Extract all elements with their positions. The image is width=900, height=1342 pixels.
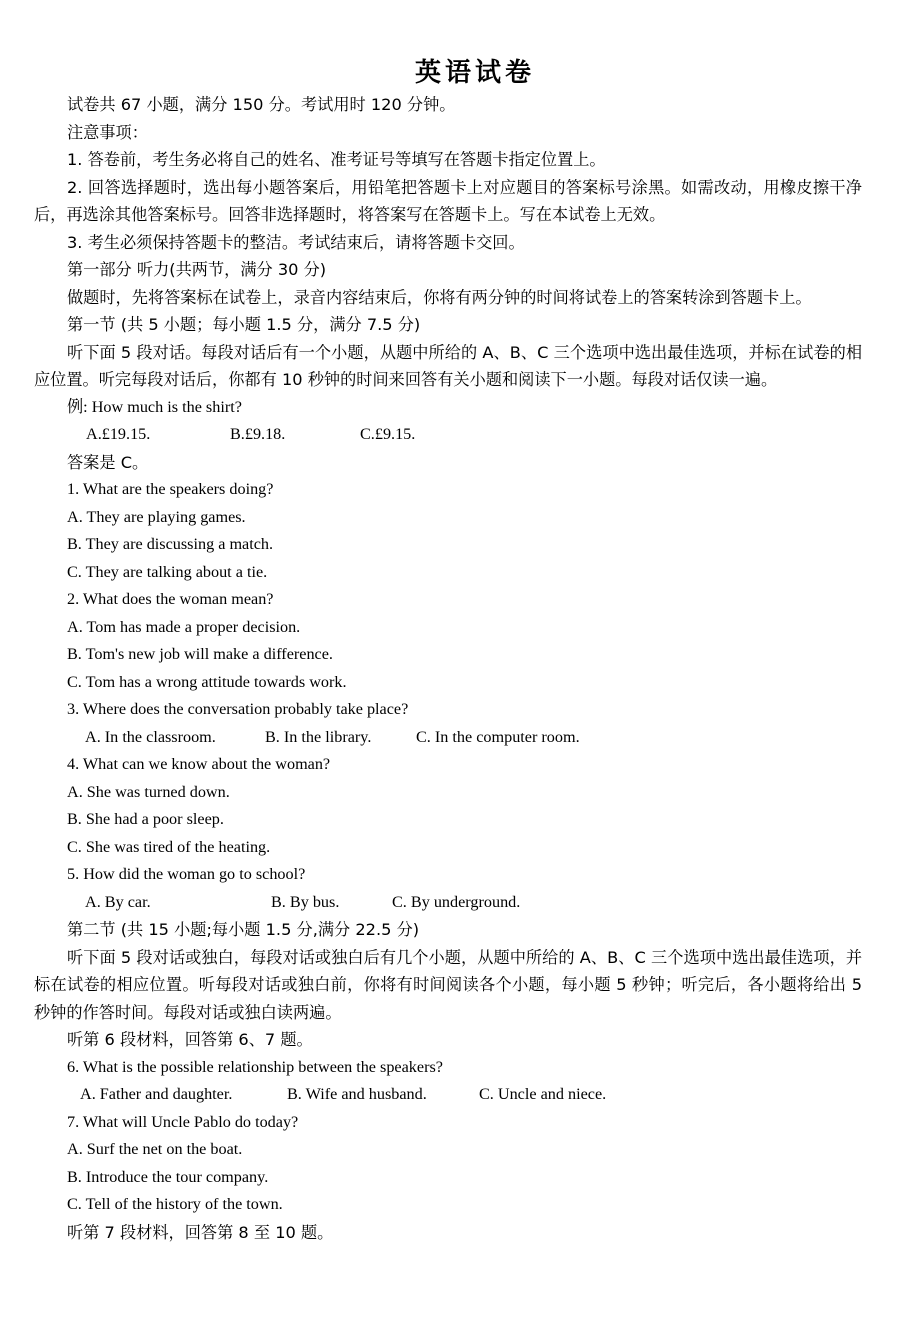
q1-stem: 1. What are the speakers doing? (67, 480, 274, 498)
example-options (34, 421, 862, 449)
q6-options (34, 1081, 862, 1109)
q1-option-b: B. They are discussing a match. (67, 535, 274, 553)
q3-option-b: B. In the library. (265, 727, 372, 746)
q4-stem: 4. What can we know about the woman? (67, 755, 331, 773)
q2-option-b: B. Tom's new job will make a difference. (67, 645, 333, 663)
q6-option-b: B. Wife and husband. (287, 1085, 427, 1103)
example-option-a: A.£19.15. (86, 425, 151, 443)
q2-option-c: C. Tom has a wrong attitude towards work. (67, 672, 347, 691)
q3-option-c: C. In the computer room. (416, 727, 580, 746)
q5-option-a: A. By car. (85, 892, 151, 911)
q4-option-a: A. She was turned down. (67, 782, 230, 801)
q6-option-a: A. Father and daughter. (80, 1085, 233, 1103)
section1-heading: 第一节 (共 5 小题；每小题 1.5 分，满分 7.5 分) (67, 315, 421, 334)
q2-option-a: A. Tom has made a proper decision. (67, 617, 301, 636)
page-title: 英语试卷 (414, 58, 535, 88)
exam-content (34, 91, 862, 1246)
q6-option-c: C. Uncle and niece. (479, 1085, 607, 1103)
q6-stem: 6. What is the possible relationship between the speakers? (67, 1057, 443, 1076)
q7-option-c: C. Tell of the history of the town. (67, 1195, 283, 1213)
section1-instruction: 听下面 5 段对话。每段对话后有一个小题，从题中所给的 A、B、C 三个选项中选出最佳选项，并标在试卷的相应位置。听完每段对话后，你都有 10 秒钟的时间来回答有关小题和阅读下一小题。每段对话仅读一遍。 (34, 342, 862, 389)
notice-heading: 注意事项： (67, 122, 148, 142)
material-6-note: 听第 6 段材料，回答第 6、7 题。 (67, 1030, 313, 1049)
section2-heading: 第二节 (共 15 小题;每小题 1.5 分,满分 22.5 分) (67, 920, 420, 939)
notice-rule-2: 2. 回答选择题时，选出每小题答案后，用铅笔把答题卡上对应题目的答案标号涂黑。如需改动，用橡皮擦干净后，再选涂其他答案标号。回答非选择题时，将答案写在答题卡上。写在本试卷上无效。 (34, 177, 862, 224)
q5-options (34, 889, 862, 917)
q4-option-b: B. She had a poor sleep. (67, 810, 224, 828)
q7-option-b: B. Introduce the tour company. (67, 1167, 269, 1186)
example-question: 例: How much is the shirt? (67, 397, 242, 416)
material-7-note: 听第 7 段材料，回答第 8 至 10 题。 (67, 1222, 334, 1242)
example-option-c: C.£9.15. (360, 425, 416, 443)
example-answer: 答案是 C。 (67, 452, 149, 472)
q7-option-a: A. Surf the net on the boat. (67, 1140, 243, 1158)
notice-rule-3: 3. 考生必须保持答题卡的整洁。考试结束后，请将答题卡交回。 (67, 232, 525, 252)
q5-stem: 5. How did the woman go to school? (67, 865, 306, 883)
q3-options (34, 724, 862, 752)
q1-option-a: A. They are playing games. (67, 507, 246, 526)
part1-heading: 第一部分 听力(共两节，满分 30 分) (67, 260, 327, 279)
notice-rule-1: 1. 答卷前，考生务必将自己的姓名、准考证号等填写在答题卡指定位置上。 (67, 150, 606, 169)
section2-instruction: 听下面 5 段对话或独白，每段对话或独白后有几个小题，从题中所给的 A、B、C 三个选项中选出最佳选项，并标在试卷的相应位置。听每段对话或独白前，你将有时间阅读各个小题，每小题 5 秒钟；听完后，各小题将给出 5 秒钟的作答时间。每段对话或独白读两遍。 (34, 947, 862, 1022)
q3-stem: 3. Where does the conversation probably take place? (67, 700, 409, 718)
q5-option-b: B. By bus. (271, 892, 340, 911)
exam-intro: 试卷共 67 小题，满分 150 分。考试用时 120 分钟。 (67, 95, 456, 114)
q2-stem: 2. What does the woman mean? (67, 590, 274, 608)
example-option-b: B.£9.18. (230, 425, 286, 443)
q3-option-a: A. In the classroom. (85, 727, 216, 746)
part1-instruction: 做题时，先将答案标在试卷上，录音内容结束后，你将有两分钟的时间将试卷上的答案转涂到答题卡上。 (67, 287, 812, 307)
q4-option-c: C. She was tired of the heating. (67, 837, 271, 856)
q7-stem: 7. What will Uncle Pablo do today? (67, 1112, 299, 1131)
q5-option-c: C. By underground. (392, 892, 521, 911)
q1-option-c: C. They are talking about a tie. (67, 562, 268, 581)
